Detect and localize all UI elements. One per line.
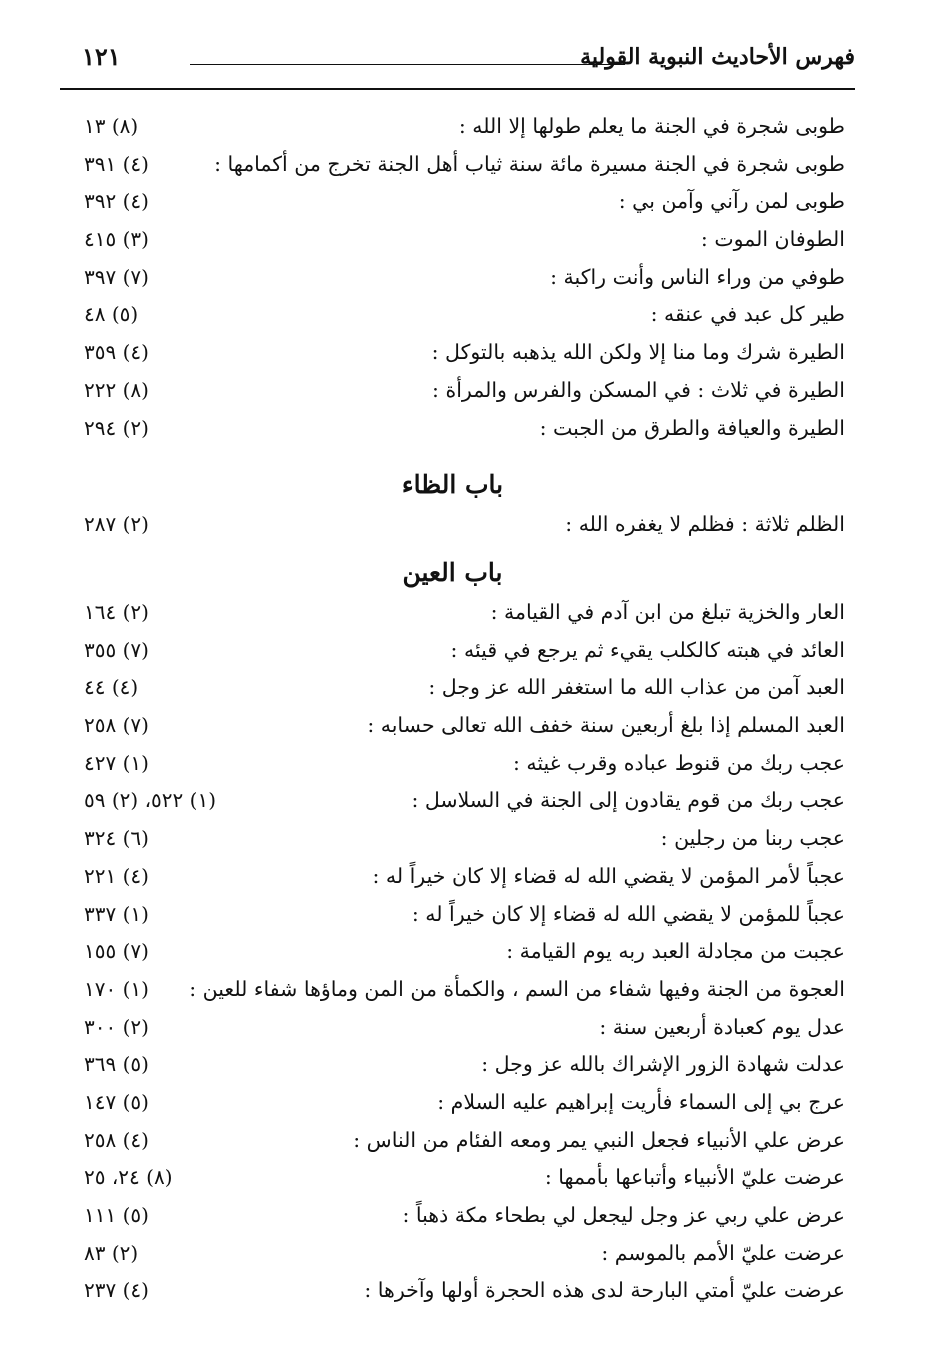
hadith-ref: (٧) ٢٥٨	[84, 713, 149, 738]
hadith-ref: (٢) ٢٩٤	[84, 415, 149, 440]
hadith-entry	[60, 784, 845, 822]
hadith-ref: (٨) ٢٤، ٢٥	[84, 1165, 173, 1190]
hadith-text: العبد المسلم إذا بلغ أربعين سنة خفف الله تعالى حسابه :	[367, 713, 845, 738]
hadith-entry	[60, 261, 845, 299]
hadith-ref: (٤) ٣٩٢	[84, 189, 149, 214]
hadith-ref: (٢) ٨٣	[84, 1240, 139, 1265]
hadith-ref: (٢) ٢٨٧	[84, 512, 149, 536]
hadith-entry	[60, 110, 845, 148]
hadith-entry	[60, 412, 845, 450]
hadith-ref: (٥) ١١١	[84, 1203, 149, 1227]
hadith-ref: (٧) ٣٥٥	[84, 637, 149, 662]
hadith-ref: (٢) ١٦٤	[84, 600, 149, 624]
hadith-ref: (٤) ٣٩١	[84, 151, 149, 176]
hadith-ref: (٤) ٣٥٩	[84, 340, 149, 365]
hadith-text: العبد آمن من عذاب الله ما استغفر الله عز وجل :	[428, 675, 845, 700]
hadith-ref: (٥) ٣٦٩	[84, 1052, 149, 1077]
hadith-text: عجب ربك من قوم يقادون إلى الجنة في السلاسل :	[411, 788, 845, 813]
hadith-text: عرض علي الأنبياء فجعل النبي يمر ومعه الفئام من الناس :	[353, 1127, 845, 1152]
hadith-entry	[60, 336, 845, 374]
hadith-text: عدلت شهادة الزور الإشراك بالله عز وجل :	[481, 1052, 845, 1077]
hadith-text: عجباً لأمر المؤمن لا يقضي الله له قضاء إلا كان خيراً له :	[372, 863, 845, 888]
hadith-entry	[60, 634, 845, 672]
hadith-ref: (٤) ٤٤	[84, 675, 139, 700]
header-rule	[190, 64, 625, 65]
hadith-text: عرضت عليّ الأمم بالموسم :	[601, 1240, 845, 1265]
hadith-ref: (٨) ٢٢٢	[84, 377, 149, 402]
hadith-ref: (١) ٥٢٢، (٢) ٥٩	[84, 788, 216, 813]
hadith-text: طوبى لمن رآني وآمن بي :	[618, 189, 845, 214]
chapter-heading-ain: باب العين	[402, 558, 503, 587]
chapter-heading-za: باب الظاء	[401, 470, 504, 499]
hadith-entry	[60, 298, 845, 336]
hadith-entry	[60, 185, 845, 223]
hadith-text: طوبى شجرة في الجنة ما يعلم طولها إلا الله :	[458, 114, 845, 138]
hadith-text: العار والخزية تبلغ من ابن آدم في القيامة :	[490, 600, 845, 624]
hadith-text: عجب ربنا من رجلين :	[660, 826, 845, 851]
hadith-entry	[60, 1011, 845, 1049]
hadith-entry	[60, 596, 845, 634]
hadith-ref: (٧) ١٥٥	[84, 939, 149, 964]
hadith-entry	[60, 1124, 845, 1162]
hadith-text: الطيرة في ثلاث : في المسكن والفرس والمرأة :	[432, 377, 845, 402]
section-za	[60, 508, 845, 546]
hadith-entry	[60, 671, 845, 709]
hadith-ref: (٣) ٤١٥	[84, 227, 149, 252]
hadith-text: العجوة من الجنة وفيها شفاء من السم ، والكمأة من المن وماؤها شفاء للعين :	[189, 976, 845, 1001]
hadith-ref: (٤) ٢٣٧	[84, 1278, 149, 1303]
hadith-ref: (٦) ٣٢٤	[84, 826, 149, 851]
hadith-entry	[60, 973, 845, 1011]
hadith-entry	[60, 822, 845, 860]
hadith-text: الطيرة شرك وما منا إلا ولكن الله يذهبه بالتوكل :	[431, 340, 845, 365]
hadith-text: عرج بي إلى السماء فأريت إبراهيم عليه السلام :	[437, 1089, 845, 1114]
hadith-ref: (٧) ٣٩٧	[84, 264, 149, 289]
hadith-text: الطيرة والعيافة والطرق من الجبت :	[539, 415, 845, 440]
hadith-text: الظلم ثلاثة : فظلم لا يغفره الله :	[565, 512, 845, 536]
hadith-entry	[60, 1237, 845, 1275]
hadith-text: طير كل عبد في عنقه :	[650, 302, 845, 327]
hadith-text: عدل يوم كعبادة أربعين سنة :	[599, 1014, 845, 1039]
running-title: فهرس الأحاديث النبوية القولية	[580, 44, 855, 70]
hadith-text: العائد في هبته كالكلب يقيء ثم يرجع في قيئه :	[450, 637, 845, 662]
hadith-ref: (١) ٤٢٧	[84, 750, 149, 775]
page-header	[60, 40, 855, 90]
hadith-entry	[60, 223, 845, 261]
hadith-ref: (١) ٣٣٧	[84, 901, 149, 926]
hadith-entry	[60, 898, 845, 936]
hadith-text: الطوفان الموت :	[700, 227, 845, 252]
hadith-text: طوفي من وراء الناس وأنت راكبة :	[550, 264, 845, 289]
hadith-ref: (٤) ٢٥٨	[84, 1127, 149, 1152]
page-number: ١٢١	[82, 42, 121, 71]
hadith-text: عرض علي ربي عز وجل ليجعل لي بطحاء مكة ذهباً :	[402, 1203, 845, 1227]
hadith-entry	[60, 1199, 845, 1237]
hadith-entry	[60, 1274, 845, 1312]
hadith-entry	[60, 1161, 845, 1199]
hadith-text: عرضت عليّ الأنبياء وأتباعها بأممها :	[544, 1165, 845, 1190]
hadith-ref: (١) ١٧٠	[84, 976, 149, 1001]
hadith-text: طوبى شجرة في الجنة مسيرة مائة سنة ثياب أهل الجنة تخرج من أكمامها :	[214, 151, 845, 176]
hadith-entry	[60, 747, 845, 785]
hadith-text: عجباً للمؤمن لا يقضي الله له قضاء إلا كان خيراً له :	[411, 901, 845, 926]
hadith-entry	[60, 935, 845, 973]
section-ain	[60, 596, 845, 1312]
hadith-ref: (٥) ٤٨	[84, 302, 139, 327]
hadith-ref: (٢) ٣٠٠	[84, 1014, 149, 1039]
hadith-entry	[60, 860, 845, 898]
hadith-entry	[60, 148, 845, 186]
hadith-ref: (٥) ١٤٧	[84, 1089, 149, 1114]
hadith-ref: (٤) ٢٢١	[84, 863, 149, 888]
hadith-entry	[60, 508, 845, 546]
hadith-entry	[60, 709, 845, 747]
hadith-entry	[60, 374, 845, 412]
hadith-ref: (٨) ١٣	[84, 114, 139, 138]
hadith-text: عجب ربك من قنوط عباده وقرب غيثه :	[512, 750, 845, 775]
hadith-text: عجبت من مجادلة العبد ربه يوم القيامة :	[506, 939, 845, 964]
hadith-entry	[60, 1048, 845, 1086]
hadith-text: عرضت عليّ أمتي البارحة لدى هذه الحجرة أولها وآخرها :	[364, 1278, 845, 1303]
section-ta	[60, 110, 845, 449]
hadith-entry	[60, 1086, 845, 1124]
